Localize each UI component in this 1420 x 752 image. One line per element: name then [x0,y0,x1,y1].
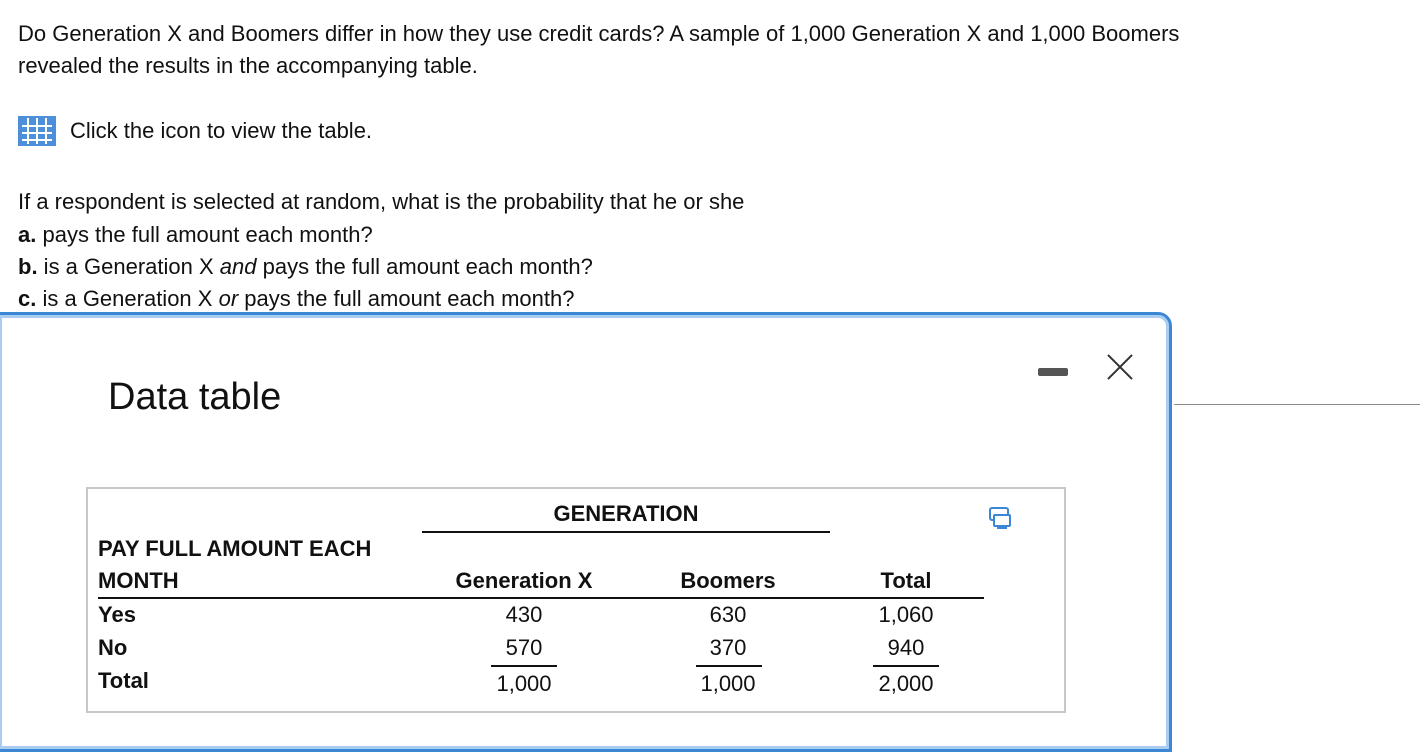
sum-rule-genx [491,665,557,667]
col-header-generation-x: Generation X [455,568,593,593]
view-table-link[interactable] [18,116,372,146]
cell-yes-genx: 430 [505,602,543,627]
group-header: GENERATION [553,501,699,526]
cell-total-genx: 1,000 [496,671,552,696]
close-button[interactable] [1100,348,1140,388]
modal-divider [1174,404,1420,405]
part-b-pre: is a Generation X [37,254,220,279]
cell-yes-total: 1,060 [878,602,934,627]
modal-title: Data table [108,376,282,418]
part-c-pre: is a Generation X [36,286,219,311]
col-header-boomers: Boomers [680,568,776,593]
question-part-c [18,283,574,315]
question-part-b [18,251,593,283]
intro-line-1: Do Generation X and Boomers differ in how they use credit cards? A sample of 1,000 Generation X and 1,000 Boomers [18,21,1180,46]
row-label-total: Total [98,668,149,693]
part-c-label: c. [18,286,37,311]
part-a-label: a. [18,222,37,247]
cell-total-boomers: 1,000 [700,671,756,696]
intro-line-2: revealed the results in the accompanying table. [18,53,478,78]
row-header-line-1: PAY FULL AMOUNT EACH [98,536,372,561]
part-c-emphasis: or [218,286,239,311]
cell-no-total: 940 [887,635,925,660]
sum-rule-total [873,665,939,667]
row-label-yes: Yes [98,602,136,627]
cell-total-total: 2,000 [878,671,934,696]
copy-icon[interactable] [988,506,1014,530]
part-b-post: pays the full amount each month? [256,254,593,279]
view-table-text: Click the icon to view the table. [70,118,373,143]
header-rule [98,597,984,599]
part-b-label: b. [18,254,38,279]
col-header-total: Total [880,568,932,593]
question-prompt: If a respondent is selected at random, what is the probability that he or she [18,189,745,214]
minimize-button[interactable] [1038,368,1068,376]
question-part-a [18,219,373,251]
part-b-emphasis: and [219,254,257,279]
part-a-text: pays the full amount each month? [36,222,373,247]
question-intro [18,18,1179,82]
cell-no-boomers: 370 [709,635,747,660]
part-c-post: pays the full amount each month? [238,286,575,311]
group-header-rule [422,531,830,533]
cell-yes-boomers: 630 [709,602,747,627]
cell-no-genx: 570 [505,635,543,660]
row-header-line-2: MONTH [98,568,179,593]
table-icon[interactable] [18,116,56,146]
sum-rule-boomers [696,665,762,667]
row-label-no: No [98,635,128,660]
